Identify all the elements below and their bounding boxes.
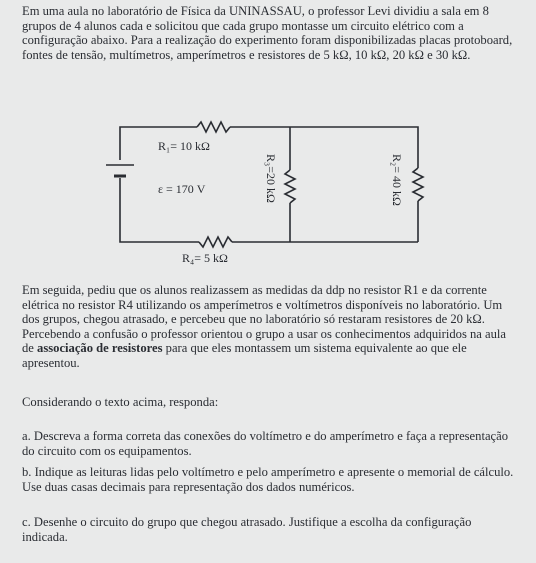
r1-resistor bbox=[197, 122, 230, 132]
r2-resistor bbox=[413, 168, 423, 201]
second-paragraph-bold: associação de resistores bbox=[37, 341, 163, 356]
r3-label: R₃=20 kΩ bbox=[264, 154, 278, 203]
second-paragraph-part1: Em seguida, pediu que os alunos realizassem as medidas da ddp no resistor R1 e da corrente elétrica no resistor R4 utilizando os amperímetros e voltímetros disponíveis no laboratório. Um dos grupos, chegou atrasado, e percebeu que no laboratório só restaram resistores de 20 kΩ. Percebendo a confusão o professor orientou o grupo a usar os conhecimentos adquiridos na aula de bbox=[22, 283, 507, 356]
question-a: a. Descreva a forma correta das conexões do voltímetro e do amperímetro e faça a representação do circuito com os equipamentos. bbox=[22, 429, 509, 458]
intro-paragraph: Em uma aula no laboratório de Física da UNINASSAU, o professor Levi dividiu a sala em 8 grupos de 4 alunos cada e solicitou que cada grupo montasse um circuito elétrico com a configuração abaixo. Para a realização do experimento foram disponibilizadas placas protoboard, fontes de tensão, multímetros, amperímetros e resistores de 5 kΩ, 10 kΩ, 20 kΩ e 30 kΩ. bbox=[22, 4, 513, 62]
second-paragraph bbox=[22, 283, 518, 371]
prompt-text: Considerando o texto acima, responda: bbox=[22, 395, 219, 409]
r4-label: R₄= 5 kΩ bbox=[182, 251, 228, 265]
r3-resistor bbox=[285, 170, 295, 203]
wire-top-right bbox=[230, 127, 418, 168]
question-c: c. Desenhe o circuito do grupo que chegou atrasado. Justifique a escolha da configuração indicada. bbox=[22, 515, 472, 544]
r1-label: R₁= 10 kΩ bbox=[158, 139, 210, 153]
question-b: b. Indique as leituras lidas pelo voltímetro e pelo amperímetro e apresente o memorial de cálculo. Use duas casas decimais para representação dos dados numéricos. bbox=[22, 465, 514, 494]
second-paragraph-part2: para que eles montassem um sistema equivalente ao que ele apresentou. bbox=[22, 341, 467, 370]
r4-resistor bbox=[199, 237, 232, 247]
source-label: ε = 170 V bbox=[158, 182, 206, 196]
r2-label: R₂= 40 kΩ bbox=[390, 154, 404, 206]
